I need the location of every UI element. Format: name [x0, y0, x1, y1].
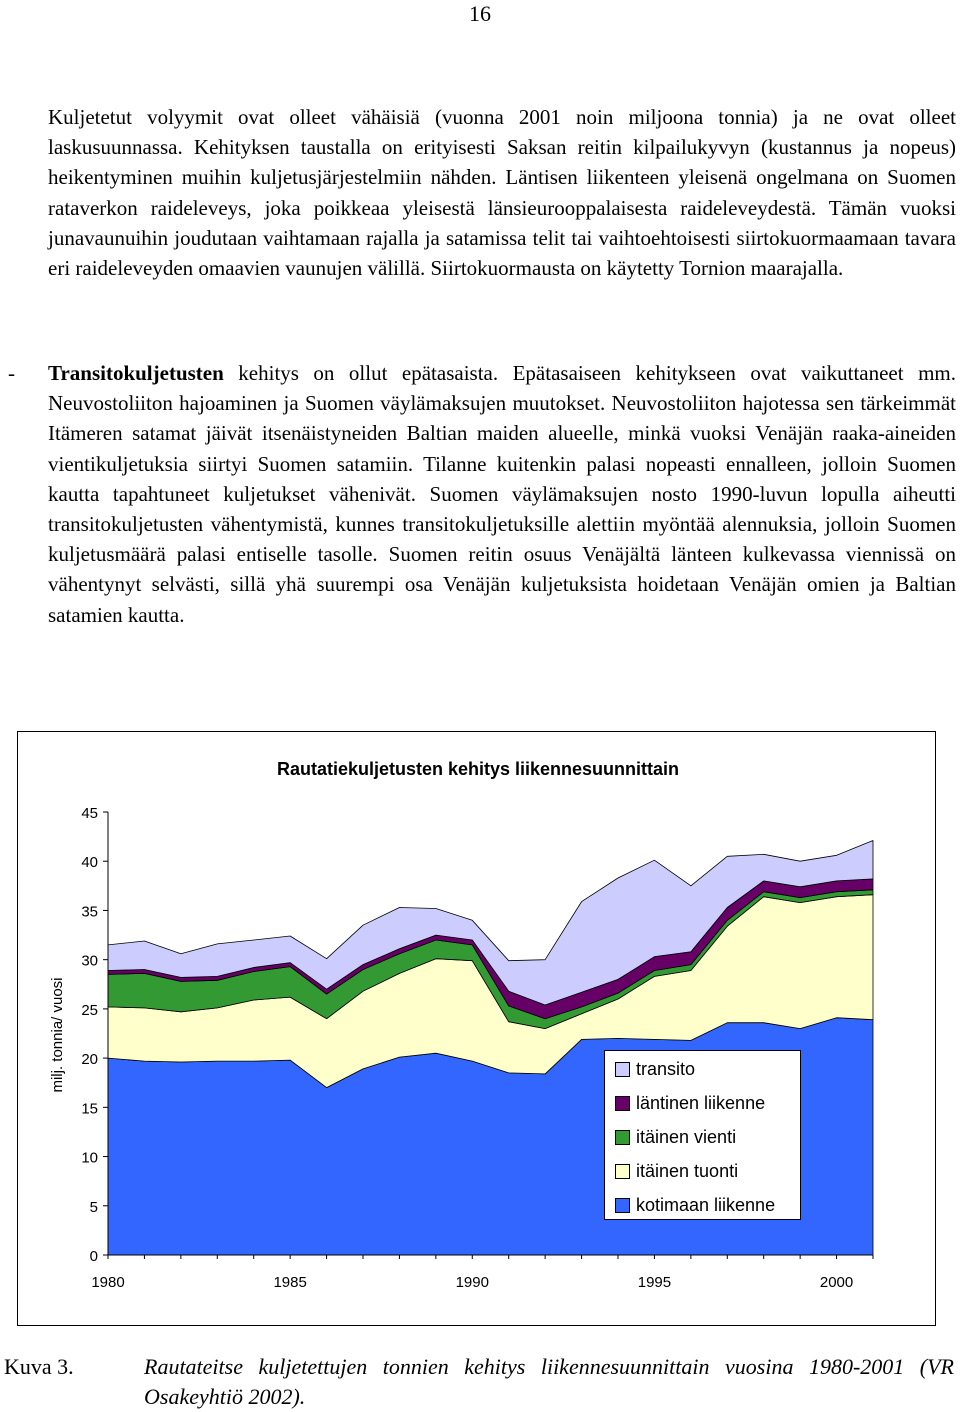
legend-swatch-kotimaan	[615, 1198, 630, 1213]
legend-item-lantinen	[615, 1091, 765, 1115]
bullet-bold-term: Transitokuljetusten	[48, 361, 224, 385]
y-tick-label: 15	[81, 1100, 98, 1118]
y-axis-label: milj. tonnia/ vuosi	[49, 977, 66, 1093]
y-tick-label: 0	[89, 1248, 98, 1265]
x-tick-label: 1980	[91, 1274, 125, 1291]
y-tick-label: 45	[81, 805, 98, 822]
legend-label-itainen-vienti: itäinen vienti	[636, 1126, 737, 1147]
x-tick-label: 2000	[819, 1274, 854, 1291]
legend-swatch-transito	[615, 1062, 630, 1077]
caption-text: Rautateitse kuljetettujen tonnien kehitys liikennesuunnittain vuosina 1980-2001 (VR Osakeyhtiö 2002).	[144, 1354, 954, 1409]
bullet-dash: -	[8, 361, 15, 385]
y-tick-label: 5	[89, 1198, 98, 1216]
legend-item-itainen-tuonti	[615, 1159, 738, 1183]
y-tick-label: 40	[81, 854, 98, 872]
legend-label-lantinen: läntinen liikenne	[636, 1092, 766, 1113]
legend-item-itainen-vienti	[615, 1125, 736, 1149]
y-tick-label: 20	[81, 1051, 98, 1069]
page-number: 16	[469, 1, 491, 26]
x-tick-label: 1985	[273, 1274, 307, 1291]
caption-label: Kuva 3.	[4, 1354, 74, 1379]
bullet-text: kehitys on ollut epätasaista. Epätasaiseen kehitykseen ovat vaikuttaneet mm. Neuvostoliiton hajoaminen ja Suomen väylämaksujen muutokset. Neuvostoliiton hajotessa sen tärkeimmät Itämeren satamat jäivät itsenäistyneiden Baltian maiden alueelle, minkä vuoksi Venäjän raaka-aineiden vientikuljetuksia siirtyi Suomen satamiin. Tilanne kuitenkin palasi nopeasti ennalleen, jolloin Suomen kautta tapahtuneet kuljetukset vähenivät. Suomen väylämaksujen nosto 1990-luvun lopulla aiheutti transitokuljetusten vähentymistä, kunnes transitokuljetuksille alettiin myöntää alennuksia, jolloin Suomen kuljetusmäärä palasi entiselle tasolle. Suomen reitin osuus Venäjältä länteen kulkevassa viennissä on vähentynyt selvästi, sillä yhä suurempi osa Venäjän kuljetuksista hoidetaan Venäjän omien ja Baltian satamien kautta.	[48, 361, 956, 627]
y-tick-label: 30	[81, 952, 98, 970]
y-tick-label: 25	[81, 1001, 98, 1019]
legend-swatch-lantinen	[615, 1096, 630, 1111]
legend-label-kotimaan: kotimaan liikenne	[636, 1194, 776, 1215]
legend-swatch-itainen-vienti	[615, 1130, 630, 1145]
legend-label-itainen-tuonti: itäinen tuonti	[636, 1160, 739, 1181]
chart-title: Rautatiekuljetusten kehitys liikennesuunnittain	[276, 759, 680, 779]
chart-legend	[604, 1050, 801, 1220]
y-tick-label: 35	[81, 903, 98, 921]
paragraph-rail-west: Kuljetetut volyymit ovat olleet vähäisiä (vuonna 2001 noin miljoona tonnia) ja ne ovat olleet laskusuunnassa. Kehityksen taustalla on erityisesti Saksan reitin kilpailukyvyn (kustannus ja nopeus) heikentyminen muihin kuljetusjärjestelmiin nähden. Läntisen liikenteen yleisenä ongelmana on Suomen rataverkon raideleveys, joka poikkeaa yleisestä länsieurooppalaisesta raideleveydestä. Tämän vuoksi junavaunuihin joudutaan vaihtamaan rajalla ja satamissa telit tai vaihtoehtoisesti siirtokuormaamaan tavara eri raideleveyden omaavien vaunujen välillä. Siirtokuormausta on käytetty Tornion maarajalla.	[48, 105, 956, 281]
y-tick-label: 10	[81, 1149, 98, 1167]
legend-item-transito	[615, 1057, 695, 1081]
x-tick-label: 1990	[455, 1274, 489, 1291]
legend-swatch-itainen-tuonti	[615, 1164, 630, 1179]
x-tick-label: 1995	[637, 1274, 672, 1291]
legend-item-kotimaan	[615, 1193, 775, 1217]
legend-label-transito: transito	[636, 1058, 696, 1079]
